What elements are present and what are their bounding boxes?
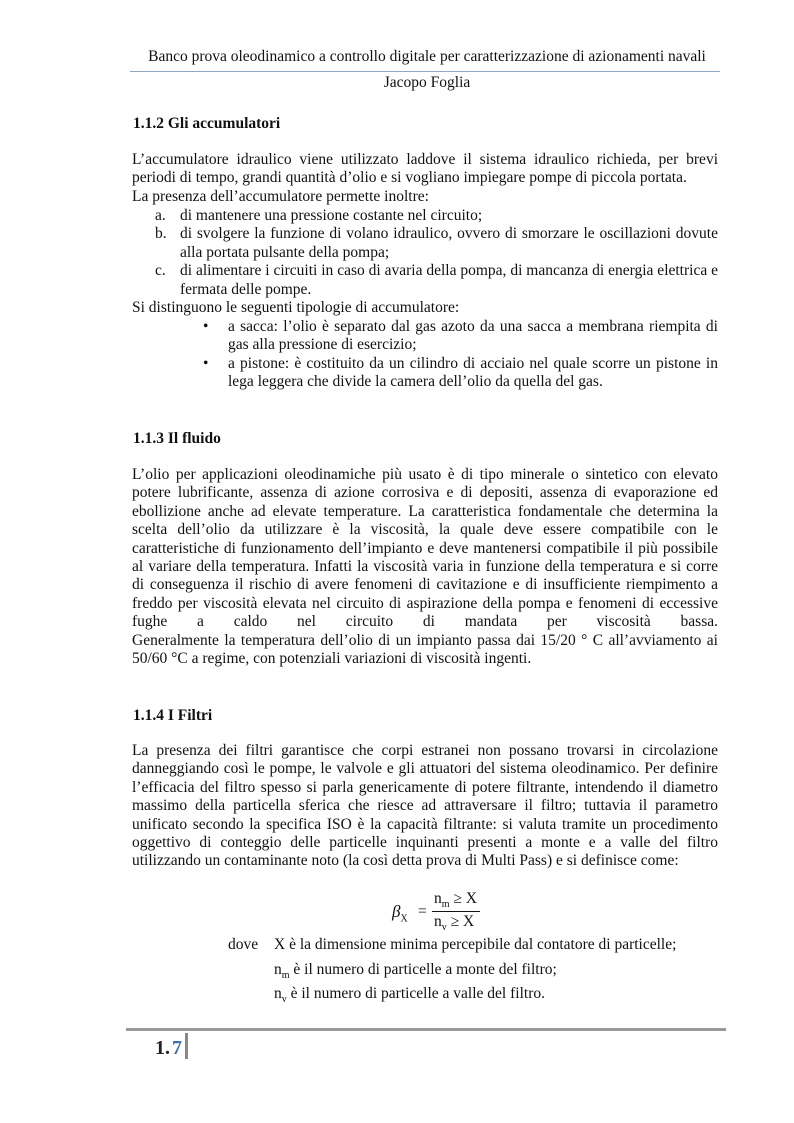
list-item-text: di mantenere una pressione costante nel circuito; — [180, 207, 483, 224]
paragraph-filtri: La presenza dei filtri garantisce che corpi estranei non possano trovarsi in circolazione danneggiando così le pompe, le valvole e gli attuatori del sistema oleodinamico. Per definire l’efficacia del filtro spesso si parla genericamente di potere filtrante, intendendo il diametro massimo della particella sferica che riesce ad attraversare il filtro; tuttavia il parametro unificato secondo la specifica ISO è la capacità filtrante: si valuta tramite un procedimento oggettivo di conteggio delle particelle inquinanti presenti a monte e a valle del filtro utilizzando un contaminante noto (la così detta prova di Multi Pass) e si definisce come: — [132, 742, 718, 870]
page-number: 7 — [172, 1037, 182, 1059]
page-number-chapter: 1. — [155, 1037, 170, 1059]
paragraph-accumulatori-intro: La presenza dell’accumulatore permette inoltre: — [132, 188, 429, 205]
list-item — [203, 318, 718, 355]
list-item-text: di svolgere la funzione di volano idraulico, ovvero di smorzare le oscillazioni dovute alla portata pulsante della pompa; — [180, 225, 718, 261]
formula-denominator: $n_v \ge X$ — [434, 913, 475, 934]
definition-list — [274, 936, 724, 1010]
list-marker: b. — [155, 225, 167, 243]
list-marker: a. — [155, 207, 166, 224]
list-item-text: a pistone: è costituito da un cilindro di acciaio nel quale scorre un pistone in lega leggera che divide la camera dell’olio da quella del gas. — [228, 354, 718, 391]
list-item — [203, 355, 718, 392]
bullet-marker: • — [203, 318, 209, 335]
definition-item: $n_m$ è il numero di particelle a monte del filtro; — [274, 960, 557, 981]
footer-divider — [126, 1028, 726, 1031]
list-item-text: di alimentare i circuiti in caso di avaria della pompa, di mancanza di energia elettrica e fermata delle pompe. — [180, 262, 718, 298]
filtration-ratio-formula — [392, 890, 512, 938]
list-item-text: a sacca: l’olio è separato dal gas azoto da una sacca a membrana riempita di gas alla pressione di esercizio; — [228, 318, 718, 354]
paragraph-accumulatori: L’accumulatore idraulico viene utilizzato laddove il sistema idraulico richieda, per brevi periodi di tempo, grandi quantità d’olio e si vogliano impiegare pompe di piccola portata. — [132, 151, 718, 187]
bullet-list — [203, 318, 718, 392]
where-label: dove — [228, 936, 259, 953]
definition-item: X è la dimensione minima percepibile dal contatore di particelle; — [274, 936, 677, 953]
section-heading-fluido: 1.1.3 Il fluido — [133, 430, 221, 447]
formula-beta-symbol: $\beta_X$ — [392, 902, 408, 925]
paragraph-tipologie-intro: Si distinguono le seguenti tipologie di accumulatore: — [132, 299, 460, 316]
section-heading-filtri: 1.1.4 I Filtri — [133, 707, 213, 724]
running-header-author: Jacopo Foglia — [383, 74, 471, 91]
list-item — [155, 262, 718, 299]
list-item — [155, 207, 718, 225]
running-header-title: Banco prova oleodinamico a controllo digitale per caratterizzazione di azionamenti navali — [148, 48, 706, 65]
numbered-list — [155, 207, 718, 299]
header-divider — [130, 71, 720, 72]
list-item — [155, 225, 718, 262]
paragraph-fluido: L’olio per applicazioni oleodinamiche più usato è di tipo minerale o sintetico con elevato potere lubrificante, assenza di azione corrosiva e di depositi, assenza di evaporazione ed ebollizione anche ad elevate temperature. La caratteristica fondamentale che determina la scelta dell’olio da utilizzare è la viscosità, la quale deve essere compatibile con le caratteristiche di funzionamento dell’impianto e deve mantenersi compatibile il più possibile al variare della temperatura. Infatti la viscosità varia in funzione della temperatura e si corre di conseguenza il rischio di avere fenomeni di cavitazione e di insufficiente riempimento a freddo per viscosità elevata nel circuito di aspirazione della pompa e fenomeni di eccessive fughe a caldo nel circuito di mandata per viscosità bassa. — [132, 466, 718, 631]
paragraph-fluido-temperatura: Generalmente la temperatura dell’olio di un impianto passa dai 15/20 ° C all’avviamento ai 50/60 °C a regime, con potenziali variazioni di viscosità ingenti. — [132, 632, 718, 668]
formula-numerator: $n_m \ge X$ — [434, 890, 477, 911]
formula-fraction-bar — [432, 911, 480, 912]
section-heading-accumulatori: 1.1.2 Gli accumulatori — [133, 115, 281, 132]
formula-equals: = — [418, 903, 427, 920]
list-marker: c. — [155, 262, 166, 280]
bullet-marker: • — [203, 354, 209, 372]
definition-item: $n_v$ è il numero di particelle a valle del filtro. — [274, 985, 545, 1006]
page-number-bar — [185, 1033, 188, 1059]
